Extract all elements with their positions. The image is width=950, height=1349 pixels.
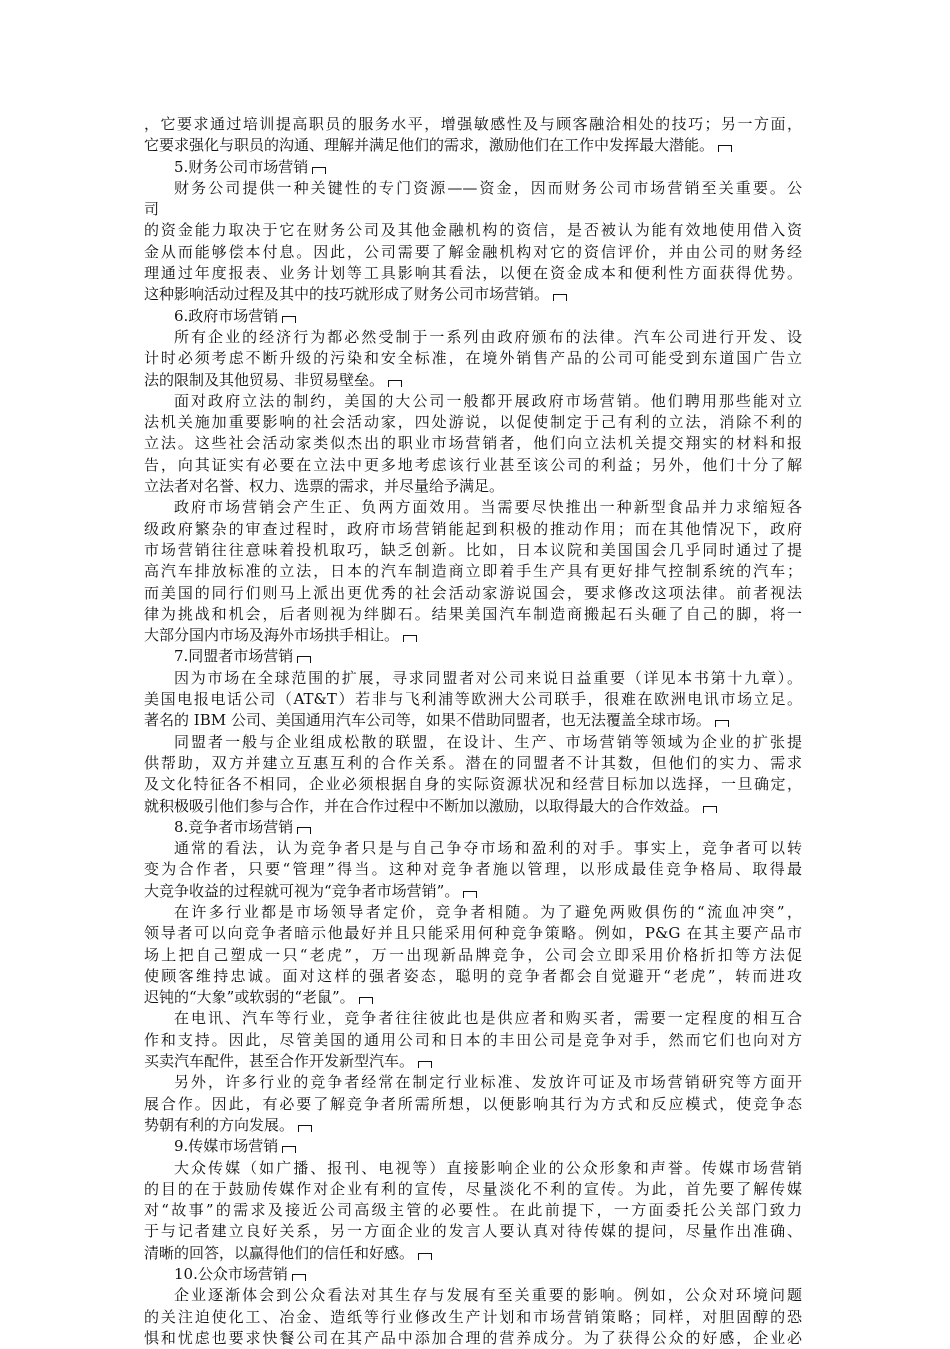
line-text: 级政府繁杂的审查过程时，政府市场营销能起到积极的推动作用；而在其他情况下，政府 (144, 519, 802, 538)
paragraph-mark-icon (282, 316, 296, 323)
text-line (144, 987, 802, 1008)
paragraph-mark-icon (553, 294, 567, 301)
paragraph-mark-icon (715, 720, 729, 727)
line-text: 9.传媒市场营销 (174, 1137, 279, 1156)
line-text: 买卖汽车配件，甚至合作开发新型汽车。 (144, 1052, 415, 1071)
text-line (144, 242, 802, 263)
line-text: 在许多行业都是市场领导者定价，竞争者相随。为了避免两败俱伤的“流血冲突”， (174, 902, 802, 921)
line-text: 使顾客维持忠诚。面对这样的强者姿态，聪明的竞争者都会自觉避开“老虎”，转而进攻 (144, 966, 802, 985)
text-line (144, 1051, 802, 1072)
document-body (144, 114, 802, 1349)
text-line (144, 348, 802, 369)
line-text: 所有企业的经济行为都必然受制于一系列由政府颁布的法律。汽车公司进行开发、设 (174, 327, 802, 346)
text-line (144, 966, 802, 987)
line-text: 惧和忧虑也要求快餐公司在其产品中添加合理的营养成分。为了获得公众的好感，企业必 (144, 1328, 802, 1347)
text-line (144, 199, 802, 220)
line-text: 作和支持。因此，尽管美国的通用公司和日本的丰田公司是竞争对手，然而它们也向对方 (144, 1030, 802, 1049)
line-text: 变为合作者，只要“管理”得当。这种对竞争者施以管理，以形成最佳竞争格局、取得最 (144, 860, 802, 879)
text-line (144, 1094, 802, 1115)
text-line (144, 668, 802, 689)
text-line (144, 902, 802, 923)
paragraph-mark-icon (418, 1061, 432, 1068)
text-line (144, 838, 802, 859)
line-text: 面对政府立法的制约，美国的大公司一般都开展政府市场营销。他们聘用那些能对立 (174, 391, 802, 410)
text-line (144, 945, 802, 966)
line-text: 的资金能力取决于它在财务公司及其他金融机构的资信，是否被认为能有效地使用借入资 (144, 221, 802, 240)
text-line (144, 114, 802, 135)
text-line (144, 476, 802, 497)
text-line (144, 455, 802, 476)
line-text: 对“故事”的需求及接近公司高级主管的必要性。在此前提下，一方面委托公关部门致力 (144, 1201, 802, 1220)
line-text: 的目的在于鼓励传媒作对企业有利的宣传，尽量淡化不利的宣传。为此，首先要了解传媒 (144, 1179, 802, 1198)
line-text: 立法者对名誉、权力、选票的需求，并尽量给予满足。 (144, 477, 505, 496)
line-text: 迟钝的“大象”或软弱的“老鼠”。 (144, 988, 355, 1007)
paragraph-mark-icon (359, 997, 373, 1004)
line-text: 财务公司提供一种关键性的专门资源——资金，因而财务公司市场营销至关重要。公 (174, 178, 802, 197)
line-text: 8.竞争者市场营销 (174, 817, 294, 836)
line-text: 理通过年度报表、业务计划等工具影响其看法，以便在资金成本和便利性方面获得优势。 (144, 264, 802, 283)
text-line (144, 1030, 802, 1051)
line-text: 高汽车排放标准的立法，日本的汽车制造商立即着手生产具有更好排气控制系统的汽车； (144, 562, 802, 581)
text-line (144, 732, 802, 753)
text-line (144, 774, 802, 795)
section-heading (144, 817, 802, 838)
line-text: 美国电报电话公司（AT&T）若非与飞利浦等欧洲大公司联手，很难在欧洲电讯市场立足。 (144, 690, 802, 709)
section-heading (144, 306, 802, 327)
line-text: 大竞争收益的过程就可视为“竞争者市场营销”。 (144, 881, 460, 900)
line-text: 大众传媒（如广播、报刊、电视等）直接影响企业的公众形象和声誉。传媒市场营销 (174, 1158, 802, 1177)
paragraph-mark-icon (403, 635, 417, 642)
paragraph-mark-icon (292, 1274, 306, 1281)
text-line (144, 1200, 802, 1221)
line-text: 因为市场在全球范围的扩展，寻求同盟者对公司来说日益重要（详见本书第十九章）。 (174, 668, 802, 687)
line-text: 及文化特征各不相同，企业必须根据自身的实际资源状况和经营目标加以选择，一旦确定， (144, 775, 802, 794)
text-line (144, 284, 802, 305)
text-line (144, 604, 802, 625)
text-line (144, 1072, 802, 1093)
paragraph-mark-icon (703, 806, 717, 813)
text-line (144, 583, 802, 604)
text-line (144, 923, 802, 944)
text-line (144, 1158, 802, 1179)
text-line (144, 1307, 802, 1328)
paragraph-mark-icon (312, 167, 326, 174)
section-heading (144, 157, 802, 178)
line-text: 势朝有利的方向发展。 (144, 1115, 295, 1134)
text-line (144, 263, 802, 284)
line-text: 同盟者一般与企业组成松散的联盟，在设计、生产、市场营销等领域为企业的扩张提 (174, 732, 802, 751)
line-text: 企业逐渐体会到公众看法对其生存与发展有至关重要的影响。例如，公众对环境问题 (174, 1286, 802, 1305)
line-text: 展合作。因此，有必要了解竞争者所需所想，以便影响其行为方式和反应模式，使竞争态 (144, 1094, 802, 1113)
text-line (144, 689, 802, 710)
text-line (144, 412, 802, 433)
line-text: 通常的看法，认为竞争者只是与自己争夺市场和盈利的对手。事实上，竞争者可以转 (174, 839, 802, 858)
section-heading (144, 1136, 802, 1157)
line-text: 告，向其证实有必要在立法中更多地考虑该行业甚至该公司的利益；另外，他们十分了解 (144, 455, 802, 474)
text-line (144, 1285, 802, 1306)
text-line (144, 433, 802, 454)
text-line (144, 753, 802, 774)
line-text: 立法。这些社会活动家类似杰出的职业市场营销者，他们向立法机关提交翔实的材料和报 (144, 434, 802, 453)
paragraph-mark-icon (297, 827, 311, 834)
line-text: 于与记者建立良好关系，另一方面企业的发言人要认真对待传媒的提问，尽量作出准确、 (144, 1222, 802, 1241)
text-line (144, 561, 802, 582)
paragraph-mark-icon (388, 380, 402, 387)
text-line (144, 370, 802, 391)
line-text: 市场营销往往意味着投机取巧，缺乏创新。比如，日本议院和美国国会几乎同时通过了提 (144, 540, 802, 559)
line-text: 在电讯、汽车等行业，竞争者往往彼此也是供应者和购买者，需要一定程度的相互合 (174, 1009, 802, 1028)
paragraph-mark-icon (418, 1253, 432, 1260)
paragraph-mark-icon (718, 145, 732, 152)
line-text: 而美国的同行们则马上派出更优秀的社会活动家游说国会，要求修改这项法律。前者视法 (144, 583, 802, 602)
text-line (144, 1179, 802, 1200)
line-text: 金从而能够偿本付息。因此，公司需要了解金融机构对它的资信评价，并由公司的财务经 (144, 242, 802, 261)
line-text: 10.公众市场营销 (174, 1265, 288, 1284)
text-line (144, 497, 802, 518)
section-heading (144, 646, 802, 667)
line-text: 律为挑战和机会，后者则视为绊脚石。结果美国汽车制造商搬起石头砸了自己的脚，将一 (144, 604, 802, 623)
text-line (144, 1243, 802, 1264)
section-heading (144, 1264, 802, 1285)
line-text: 法机关施加重要影响的社会活动家，四处游说，以促使制定于己有利的立法，消除不利的 (144, 413, 802, 432)
paragraph-mark-icon (298, 1125, 312, 1132)
line-text: 法的限制及其他贸易、非贸易壁垒。 (144, 370, 385, 389)
text-line (144, 625, 802, 646)
line-text: 它要求强化与职员的沟通、理解并满足他们的需求，激励他们在工作中发挥最大潜能。 (144, 136, 715, 155)
line-text: 供帮助，双方并建立互惠互利的合作关系。潜在的同盟者不计其数，但他们的实力、需求 (144, 753, 802, 772)
line-text: 清晰的回答，以赢得他们的信任和好感。 (144, 1243, 415, 1262)
text-line (144, 1115, 802, 1136)
line-text: 政府市场营销会产生正、负两方面效用。当需要尽快推出一种新型食品并力求缩短各 (174, 498, 802, 517)
text-line (144, 327, 802, 348)
line-text: 5.财务公司市场营销 (174, 157, 309, 176)
text-line (144, 391, 802, 412)
text-line (144, 135, 802, 156)
paragraph-mark-icon (282, 1146, 296, 1153)
text-line (144, 540, 802, 561)
paragraph-mark-icon (297, 656, 311, 663)
line-text: 司 (144, 200, 160, 219)
text-line (144, 220, 802, 241)
text-line (144, 859, 802, 880)
line-text: 著名的 IBM 公司、美国通用汽车公司等，如果不借助同盟者，也无法覆盖全球市场。 (144, 711, 711, 730)
line-text: 场上把自己塑成一只“老虎”，万一出现新品牌竞争，公司会立即采用价格折扣等方法促 (144, 945, 802, 964)
line-text: 的关注迫使化工、冶金、造纸等行业修改生产计划和市场营销策略；同样，对胆固醇的恐 (144, 1307, 802, 1326)
paragraph-mark-icon (463, 891, 477, 898)
line-text: 这种影响活动过程及其中的技巧就形成了财务公司市场营销。 (144, 285, 550, 304)
text-line (144, 710, 802, 731)
text-line (144, 881, 802, 902)
line-text: 6.政府市场营销 (174, 306, 279, 325)
line-text: 另外，许多行业的竞争者经常在制定行业标准、发放许可证及市场营销研究等方面开 (174, 1073, 802, 1092)
line-text: 领导者可以向竞争者暗示他最好并且只能采用何种竞争策略。例如，P&G 在其主要产品市 (144, 924, 802, 943)
line-text: 就积极吸引他们参与合作，并在合作过程中不断加以激励，以取得最大的合作效益。 (144, 796, 700, 815)
line-text: 7.同盟者市场营销 (174, 647, 294, 666)
text-line (144, 1008, 802, 1029)
text-line (144, 1221, 802, 1242)
line-text: 计时必须考虑不断升级的污染和安全标准，在境外销售产品的公司可能受到东道国广告立 (144, 349, 802, 368)
text-line (144, 796, 802, 817)
line-text: 大部分国内市场及海外市场拱手相让。 (144, 626, 400, 645)
text-line (144, 178, 802, 199)
text-line (144, 519, 802, 540)
text-line (144, 1328, 802, 1349)
line-text: ，它要求通过培训提高职员的服务水平，增强敏感性及与顾客融洽相处的技巧；另一方面， (144, 115, 802, 133)
